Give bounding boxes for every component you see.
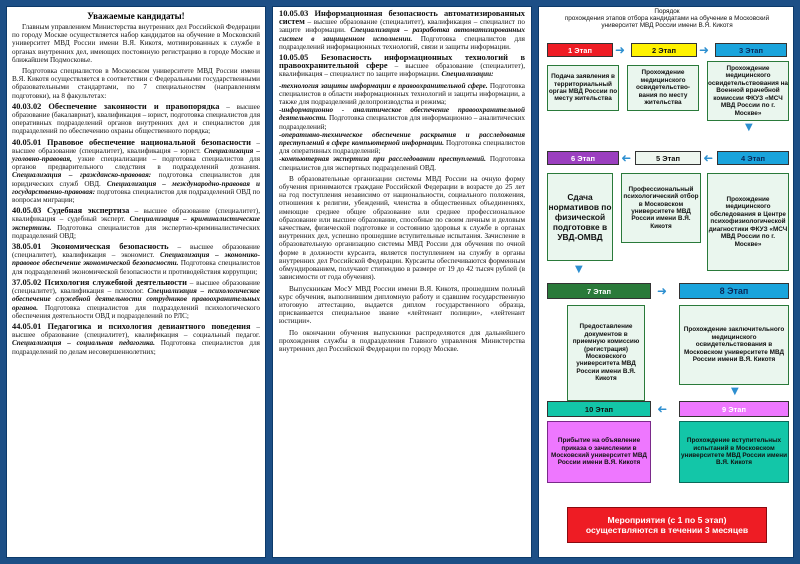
stage-4-box: Прохождение медицинского обследования в Центре психофизиологической диагностики ФКУЗ «МСЧ МВД России по г. Москве»	[707, 173, 789, 271]
arrow-down-icon: ▼	[731, 386, 739, 397]
flow-footer-note: Мероприятия (с 1 по 5 этап) осуществляются в течении 3 месяцев	[567, 507, 767, 543]
spec-4: 37.05.02 Психология служебной деятельности – высшее образование (специалитет), квалификация – психолог. Специализация – психологическое обеспечение служебной деятельности сотрудников правоохранительных органов. Подготовка специалистов для подразделений психологического обеспечения деятельности ОВД и подразделений по РЛС;	[12, 277, 260, 320]
spec-5: 44.05.01 Педагогика и психология девиантного поведения – высшее образование (специалитет), квалификация – социальный педагог. Специализация – социальная педагогика. Подготовка специалистов для подразделений по делам несовершеннолетних;	[12, 321, 261, 356]
spec-3: 38.05.01 Экономическая безопасность – высшее образование (специалитет), квалификация – экономист. Специализация – экономико-правовое обеспечение экономической безопасности. Подготовка специалистов для подразделений экономической безопасности и противодействия коррупции;	[12, 242, 260, 276]
arrow-left-icon: ➜	[703, 151, 714, 165]
stage-8-box: Прохождение заключительного медицинского освидетельствования в Московском университете МВД России имени В.Я. Кикотя	[679, 305, 789, 385]
stage-4-label: 4 Этап	[717, 151, 789, 165]
stage-1-box: Подача заявления в территориальный орган МВД России по месту жительства	[547, 65, 619, 111]
stage-1-label: 1 Этап	[547, 43, 613, 57]
stage-10-box: Прибытие на объявление приказа о зачислении в Московский университет МВД России имени В.Я. Кикотя	[547, 421, 651, 483]
selection-flowchart	[538, 6, 794, 558]
arrow-left-icon: ➜	[621, 151, 632, 165]
stage-2-box: Прохождение медицинского освидетельство-вания по месту жительства	[627, 65, 699, 111]
arrow-right-icon: ➜	[657, 284, 668, 298]
distribution-text: По окончании обучения выпускники распределяются для дальнейшего прохождения службы в подразделения Главного управления Министерства внутренних дел Российской Федерации по городу Москве.	[279, 328, 525, 353]
stage-10-label: 10 Этап	[547, 401, 651, 417]
stage-5-box: Профессиональный психологический отбор в Московском университете МВД России имени В.Я. Кикотя	[621, 173, 701, 243]
arrow-left-icon: ➜	[657, 402, 668, 416]
arrow-right-icon: ➜	[699, 43, 710, 57]
admission-text: В образовательные организации системы МВД России на очную форму обучения принимаются граждане Российской Федерации в возрасте до 25 лет на год поступления независимо от национальности, социального положения, отношения к религии, убеждений, членства в общественных объединениях, имеющие среднее общее образование или среднее профессиональное образование или высшее образование, способные по своим личным и деловым качествам, физической подготовке и состоянию здоровья к службе в органах внутренних дел, успешно прошедшие вступительные испытания. Зачисление в образовательную организацию системы МВД России для обучения по очной форме в должности курсанта, является поступлением на службу в органы внутренних дел Российской Федерации. Курсанты обеспечиваются форменным обмундированием, получают стипендию в размере от 19 до 42 тысяч рублей (в зависимости от года обучения).	[279, 174, 525, 282]
col1-intro2: Подготовка специалистов в Московском университете МВД России имени В.Я. Кикотя осуществляется в соответствии с Федеральными государственными образовательными стандартами, по 7 специальностям (направлениям подготовки), на 8 факультетах:	[12, 67, 260, 100]
arrow-down-icon: ▼	[745, 122, 753, 133]
spec-2: 40.05.03 Судебная экспертиза – высшее образование (специалитет), квалификация – судебный эксперт. Специализация – криминалистические экспертизы. Подготовка специалистов для экспертно-криминалистических подразделений ОВД;	[12, 206, 261, 240]
col1-intro: Главным управлением Министерства внутренних дел Российской Федерации по городу Москве осуществляется набор кандидатов на обучение в Московский университет МВД России имени В.Я. Кикотя, мотивированных к службе в органах внутренних дел, имеющих постоянную регистрацию в городе Москве и ближайшем Подмосковье.	[12, 23, 260, 64]
graduates-text: Выпускникам МосУ МВД России имени В.Я. Кикотя, прошедшим полный курс обучения, выполнившим дипломную работу и сдавшим государственную итоговую аттестацию, выдается диплом государственного образца, присваивается специальное звание «лейтенант полиции», «лейтенант юстиции».	[279, 284, 525, 326]
spec-0: 40.03.02 Обеспечение законности и правопорядка – высшее образование (бакалавриат), квалификация – юрист, подготовка специалистов для оперативных подразделений органов внутренних дел и специалистов для подразделений по обеспечению охраны общественного порядка;	[12, 101, 260, 136]
spec-bit-item: -компьютерная экспертиза при расследовании преступлений. Подготовка специалистов для экспертных подразделений ОВД.	[279, 155, 525, 172]
flow-subtitle: прохождения этапов отбора кандидатами на обучение в Московский университет МВД России имени В.Я. Кикотя	[564, 15, 770, 30]
left-column	[6, 6, 266, 558]
stage-5-label: 5 Этап	[635, 151, 701, 165]
stage-3-box: Прохождение медицинского освидетельствования на Военной врачебной комиссии ФКУЗ «МСЧ МВД России по г. Москве»	[707, 61, 789, 121]
middle-column	[272, 6, 532, 558]
spec-bit-item: -оперативно-техническое обеспечение раскрытия и расследования преступлений в сфере компьютерной информации. Подготовка специалистов для оперативных подразделений;	[279, 130, 525, 156]
stage-6-box: Сдача нормативов по физической подготовке в УВД-ОМВД	[547, 173, 613, 261]
stage-6-label: 6 Этап	[547, 151, 619, 165]
spec-bit-item: -информационно - аналитическое обеспечение правоохранительной деятельности. Подготовка специалистов для информационно – аналитических подразделений;	[279, 106, 525, 131]
stage-7-box: Предоставление документов в приемную комиссию (регистрация) Московского университета МВД России имени В.Я. Кикотя	[567, 305, 645, 401]
spec-1: 40.05.01 Правовое обеспечение национальной безопасности – высшее образование (специалитет), квалификация – юрист. Специализация – уголовно-правовая, узкие специализации – подготовка специалистов для органов предварительного следствия в подразделений дознания. Специализация – гражданско-правовая: подготовка специалистов для юридических служб ОВД. Специализация – международно-правовая и государственно-правовая: подготовка специалистов для подразделений ОВД по вопросам миграции;	[12, 137, 260, 205]
stage-7-label: 7 Этап	[547, 283, 651, 299]
spec-ib: 10.05.03 Информационная безопасность автоматизированных систем – высшее образование (специалитет), квалификация – специалист по защите информации. Специализация – разработка автоматизированных систем в защищенном исполнении. Подготовка специалистов для подразделений информационных технологий, связи и защиты информации.	[279, 9, 525, 51]
stage-9-label: 9 Этап	[679, 401, 789, 417]
spec-bit-item: -технология защиты информации в правоохранительной сфере. Подготовка специалистов в области информационных технологий и защиты информации, а также для подразделений делопроизводства и режима;	[279, 81, 526, 107]
col1-title: Уважаемые кандидаты!	[87, 11, 185, 21]
arrow-down-icon: ▼	[575, 264, 583, 275]
stage-9-box: Прохождение вступительных испытаний в Московском университете МВД России имени В.Я. Кикотя	[679, 421, 789, 483]
stage-2-label: 2 Этап	[631, 43, 697, 57]
arrow-right-icon: ➜	[615, 43, 626, 57]
stage-3-label: 3 Этап	[715, 43, 787, 57]
stage-8-label: 8 Этап	[679, 283, 789, 299]
flow-title: Порядок	[654, 8, 680, 15]
spec-bit: 10.05.05 Безопасность информационных технологий в правоохранительной сфере – высшее образование (специалитет), квалификация – специалист по защите информации. Специализации:	[279, 53, 525, 79]
